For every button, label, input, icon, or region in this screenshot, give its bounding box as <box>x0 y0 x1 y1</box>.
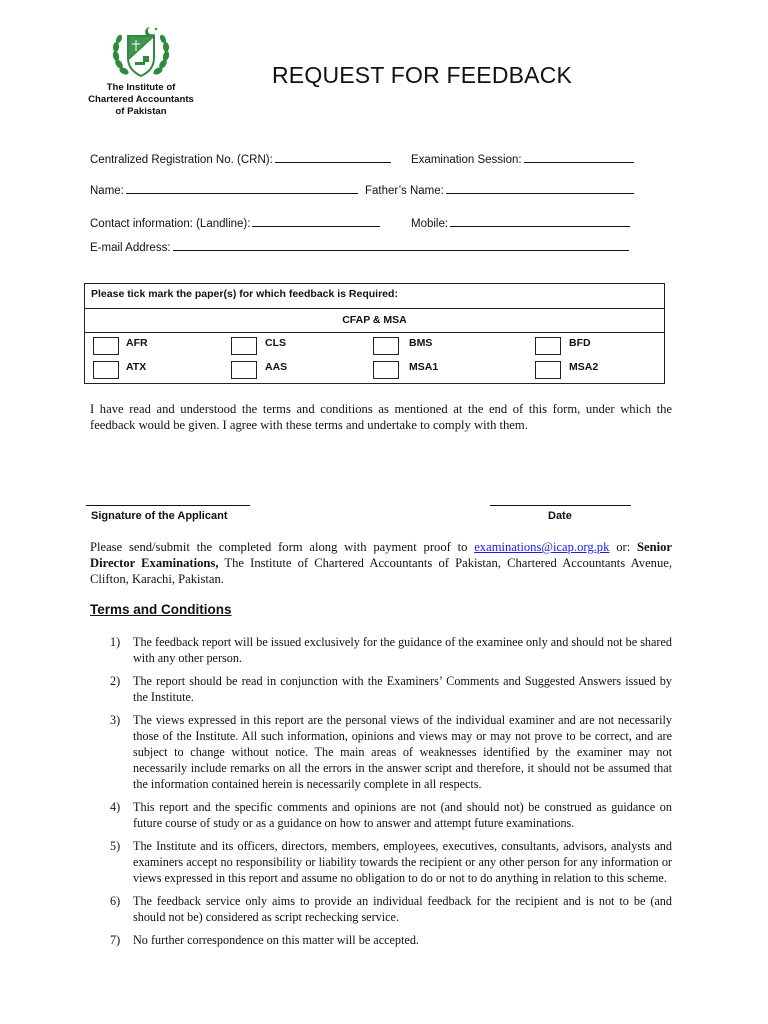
term-number: 7) <box>110 933 121 947</box>
paper-group-heading: CFAP & MSA <box>85 309 664 333</box>
label-cls: CLS <box>265 337 286 349</box>
paper-instruction: Please tick mark the paper(s) for which feedback is Required: <box>85 284 664 309</box>
term-text: The feedback report will be issued exclusively for the guidance of the examinee only and should not be shared with any other person. <box>133 635 672 665</box>
term-item <box>110 673 672 705</box>
date-label: Date <box>548 510 572 522</box>
email-field[interactable] <box>90 239 629 254</box>
term-item <box>110 932 672 948</box>
crn-field[interactable] <box>90 151 391 166</box>
checkbox-cls[interactable] <box>231 337 257 355</box>
mobile-input-line[interactable] <box>450 215 630 227</box>
icap-emblem-icon <box>110 24 172 80</box>
signature-label: Signature of the Applicant <box>91 510 228 522</box>
term-number: 1) <box>110 635 121 649</box>
send-suffix: or: <box>609 540 631 554</box>
term-number: 2) <box>110 674 121 688</box>
paper-selection-table <box>84 283 665 384</box>
logo-line-2: Chartered Accountants <box>88 94 194 105</box>
checkbox-msa1[interactable] <box>373 361 399 379</box>
exam-session-field[interactable] <box>411 151 634 166</box>
term-item <box>110 712 672 792</box>
form-title: REQUEST FOR FEEDBACK <box>272 62 573 88</box>
date-line[interactable] <box>490 505 631 506</box>
term-number: 6) <box>110 894 121 908</box>
term-text: The report should be read in conjunction with the Examiners’ Comments and Suggested Answers issued by the Institute. <box>133 674 672 704</box>
father-name-field[interactable] <box>365 182 634 197</box>
landline-label: Contact information: (Landline): <box>90 218 251 230</box>
checkbox-msa2[interactable] <box>535 361 561 379</box>
submission-instructions <box>90 539 672 587</box>
terms-list <box>110 634 672 955</box>
term-item <box>110 893 672 925</box>
terms-heading: Terms and Conditions <box>90 602 232 617</box>
crn-label: Centralized Registration No. (CRN): <box>90 154 273 166</box>
checkbox-bms[interactable] <box>373 337 399 355</box>
senior-director-label: Senior Director Examinations, <box>90 540 672 570</box>
term-number: 3) <box>110 713 121 727</box>
landline-input-line[interactable] <box>252 215 380 227</box>
label-atx: ATX <box>126 361 147 373</box>
label-msa2: MSA2 <box>569 361 599 373</box>
label-afr: AFR <box>126 337 148 349</box>
father-name-label: Father’s Name: <box>365 185 444 197</box>
father-name-input-line[interactable] <box>446 182 634 194</box>
mobile-field[interactable] <box>411 215 630 230</box>
term-number: 4) <box>110 800 121 814</box>
label-msa1: MSA1 <box>409 361 439 373</box>
mobile-label: Mobile: <box>411 218 449 230</box>
email-label: E-mail Address: <box>90 242 171 254</box>
logo-line-3: of Pakistan <box>115 106 167 117</box>
term-item <box>110 838 672 886</box>
term-text: This report and the specific comments and opinions are not (and should not) be construed as guidance on future course of study or as a guidance on how to answer and attempt future examinations. <box>133 800 672 830</box>
term-text: The Institute and its officers, directors, members, employees, executives, consultants, advisors, analysts and examiners accept no responsibility or liability towards the recipient or any other person for any information or views expressed in this report and assume no obligation to do or not to do anything in relation to this scheme. <box>133 839 672 885</box>
checkbox-bfd[interactable] <box>535 337 561 355</box>
logo-line-1: The Institute of <box>106 82 176 93</box>
term-text: The views expressed in this report are the personal views of the individual examiner and are not necessarily those of the Institute. All such information, opinions and views may or may not prove to be correct, and are subject to change without notice. The main areas of weaknesses identified by the examiner may not necessarily include remarks on all the errors in the answer script and therefore, it should not be assumed that the information contained herein is necessarily complete in all respects. <box>133 713 672 791</box>
name-field[interactable] <box>90 182 358 197</box>
declaration-text: I have read and understood the terms and conditions as mentioned at the end of this form, under which the feedback would be given. I agree with these terms and undertake to comply with them. <box>90 402 672 432</box>
icap-logo <box>88 24 194 118</box>
crn-input-line[interactable] <box>275 151 391 163</box>
signature-line[interactable] <box>86 505 250 506</box>
label-aas: AAS <box>265 361 288 373</box>
checkbox-atx[interactable] <box>93 361 119 379</box>
send-address: The Institute of Chartered Accountants of Pakistan, Chartered Accountants Avenue, Clifton, Karachi, Pakistan. <box>90 556 672 586</box>
email-input-line[interactable] <box>173 239 629 251</box>
name-input-line[interactable] <box>126 182 358 194</box>
label-bms: BMS <box>409 337 433 349</box>
term-text: No further correspondence on this matter will be accepted. <box>133 933 419 947</box>
term-number: 5) <box>110 839 121 853</box>
term-text: The feedback service only aims to provide an individual feedback for the recipient and is not to be (and should not be) considered as script rechecking service. <box>133 894 672 924</box>
name-label: Name: <box>90 185 124 197</box>
term-item <box>110 799 672 831</box>
landline-field[interactable] <box>90 215 380 230</box>
examinations-email-link[interactable]: examinations@icap.org.pk <box>474 540 610 554</box>
term-item <box>110 634 672 666</box>
send-prefix: Please send/submit the completed form along with payment proof to <box>90 540 475 554</box>
exam-session-label: Examination Session: <box>411 154 522 166</box>
exam-session-input-line[interactable] <box>524 151 634 163</box>
checkbox-aas[interactable] <box>231 361 257 379</box>
checkbox-afr[interactable] <box>93 337 119 355</box>
label-bfd: BFD <box>569 337 591 349</box>
